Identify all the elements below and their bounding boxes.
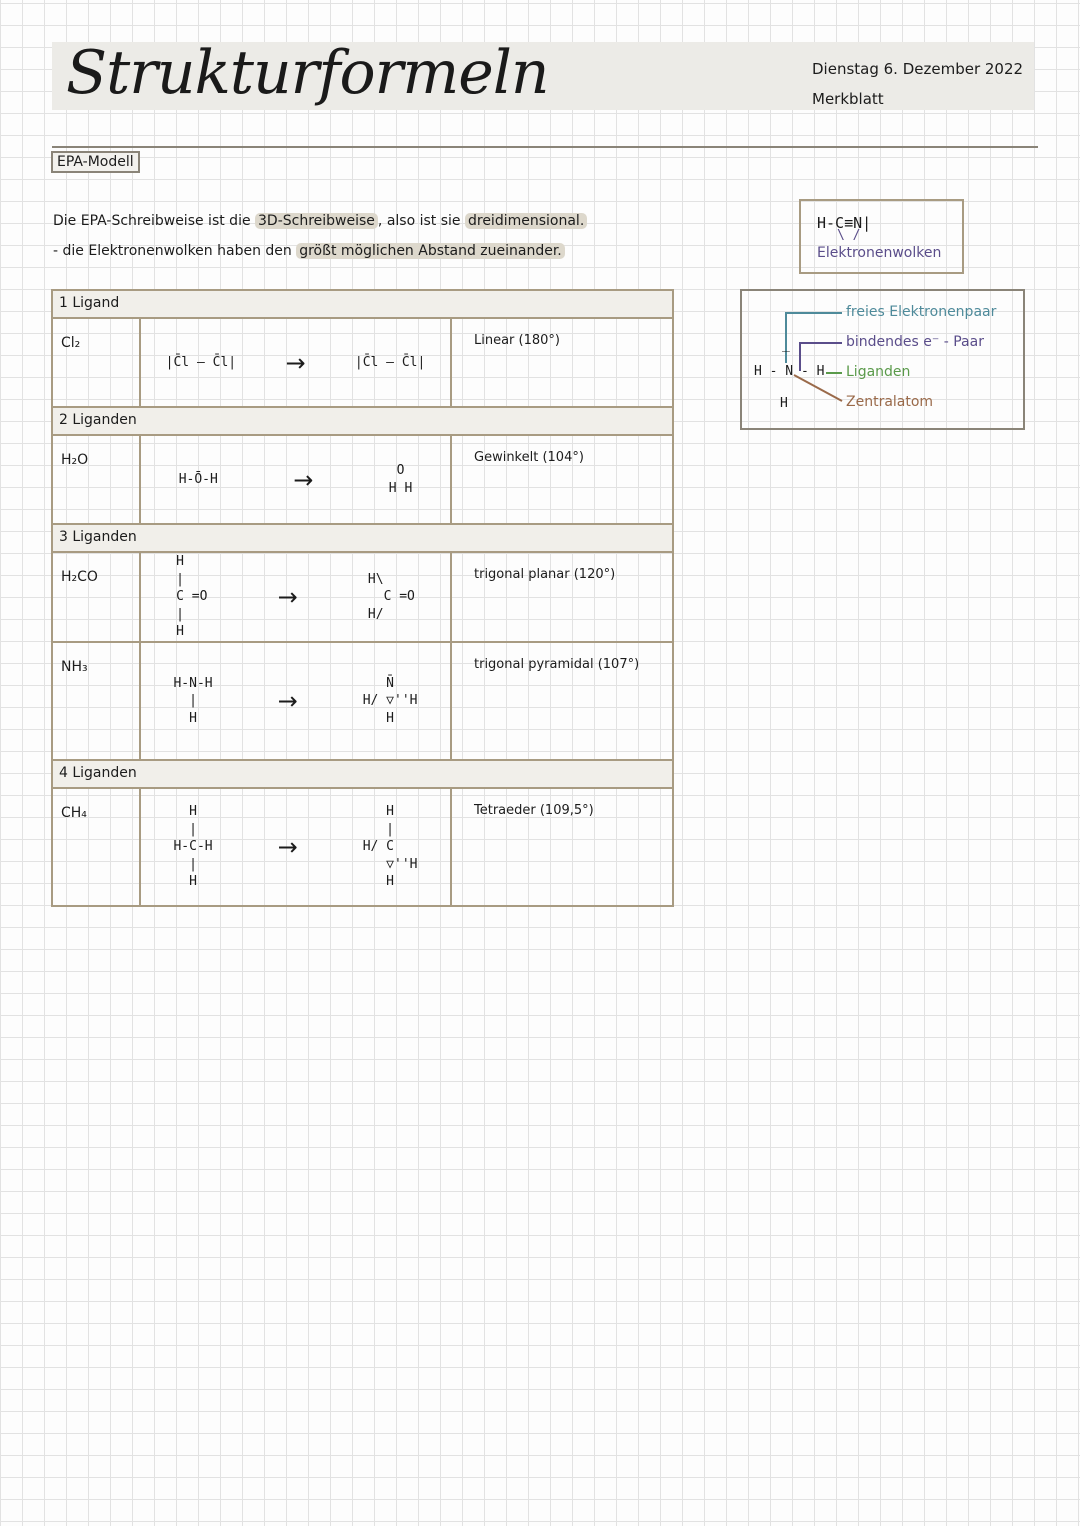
label-free-pair: freies Elektronenpaar [846, 304, 997, 320]
table-row [53, 319, 672, 408]
label-central-atom: Zentralatom [846, 394, 934, 410]
hcn-caption: Elektronenwolken [817, 245, 942, 261]
epa-structure: H | H/ C ▽''H H [362, 804, 418, 890]
highlight: 3D-Schreibweise [255, 213, 378, 229]
section-header: 2 Liganden [53, 408, 672, 436]
table-row [53, 553, 672, 643]
molecule-name: H₂CO [53, 553, 141, 641]
molecule-name: Cl₂ [53, 319, 141, 406]
paragraph-2 [53, 243, 565, 259]
hcn-formula: H-C≡N| [817, 214, 872, 232]
highlight: dreidimensional. [465, 213, 587, 229]
epa-structure: O H H [388, 462, 413, 496]
section-header: 3 Liganden [53, 525, 672, 553]
table-row [53, 436, 672, 525]
hcn-box [799, 199, 964, 274]
doc-type: Merkblatt [812, 90, 884, 108]
lewis-structure: H-N-H | H [173, 675, 213, 726]
molecule-name: H₂O [53, 436, 141, 523]
table-row [53, 643, 672, 761]
structure-cell [141, 436, 452, 523]
section-tag: EPA-Modell [51, 151, 140, 173]
molecule-name: NH₃ [53, 643, 141, 759]
lewis-structure: H-Ō-H [178, 471, 218, 487]
lewis-structure: H | C =O | H [176, 554, 208, 640]
nh3-bottom-h: H [780, 396, 788, 411]
page-title: Strukturformeln [66, 38, 549, 108]
paragraph-1 [53, 213, 587, 229]
epa-structure: H\ C =O H/ [367, 571, 415, 622]
arrow-icon: → [285, 348, 306, 377]
nh3-formula: H - N - H [754, 364, 825, 379]
structure-cell [141, 643, 452, 759]
geometry: trigonal planar (120°) [474, 567, 616, 582]
legend-box [740, 289, 1025, 430]
electron-cloud-marks: \ / [837, 228, 861, 243]
epa-table [51, 289, 674, 907]
section-header: 1 Ligand [53, 291, 672, 319]
geometry: Gewinkelt (104°) [474, 450, 584, 465]
text: , also ist sie [377, 213, 465, 229]
lewis-structure: H | H-C-H | H [173, 804, 213, 890]
table-row [53, 789, 672, 905]
geometry: trigonal pyramidal (107°) [474, 657, 640, 672]
geometry: Linear (180°) [474, 333, 560, 348]
arrow-icon: → [277, 687, 298, 715]
highlight: größt möglichen Abstand zueinander. [296, 243, 565, 259]
structure-cell [141, 553, 452, 641]
label-bonding-pair: bindendes e⁻ - Paar [846, 334, 984, 350]
divider [52, 146, 1038, 148]
molecule-name: CH₄ [53, 789, 141, 905]
structure-cell [141, 789, 452, 905]
arrow-icon: → [277, 833, 298, 861]
lone-pair-mark: ‾ [782, 350, 790, 365]
lewis-structure: |C̄l – C̄l| [165, 354, 237, 370]
arrow-icon: → [277, 583, 298, 611]
epa-structure: |C̄l – C̄l| [354, 354, 426, 370]
label-ligands: Liganden [846, 364, 911, 380]
section-header: 4 Liganden [53, 761, 672, 789]
text: - die Elektronenwolken haben den [53, 243, 297, 259]
epa-structure: N̄ H/ ▽''H H [362, 675, 418, 726]
structure-cell [141, 319, 452, 406]
date: Dienstag 6. Dezember 2022 [812, 60, 1024, 78]
arrow-icon: → [293, 465, 314, 494]
text: Die EPA-Schreibweise ist die [53, 213, 256, 229]
geometry: Tetraeder (109,5°) [474, 803, 594, 818]
